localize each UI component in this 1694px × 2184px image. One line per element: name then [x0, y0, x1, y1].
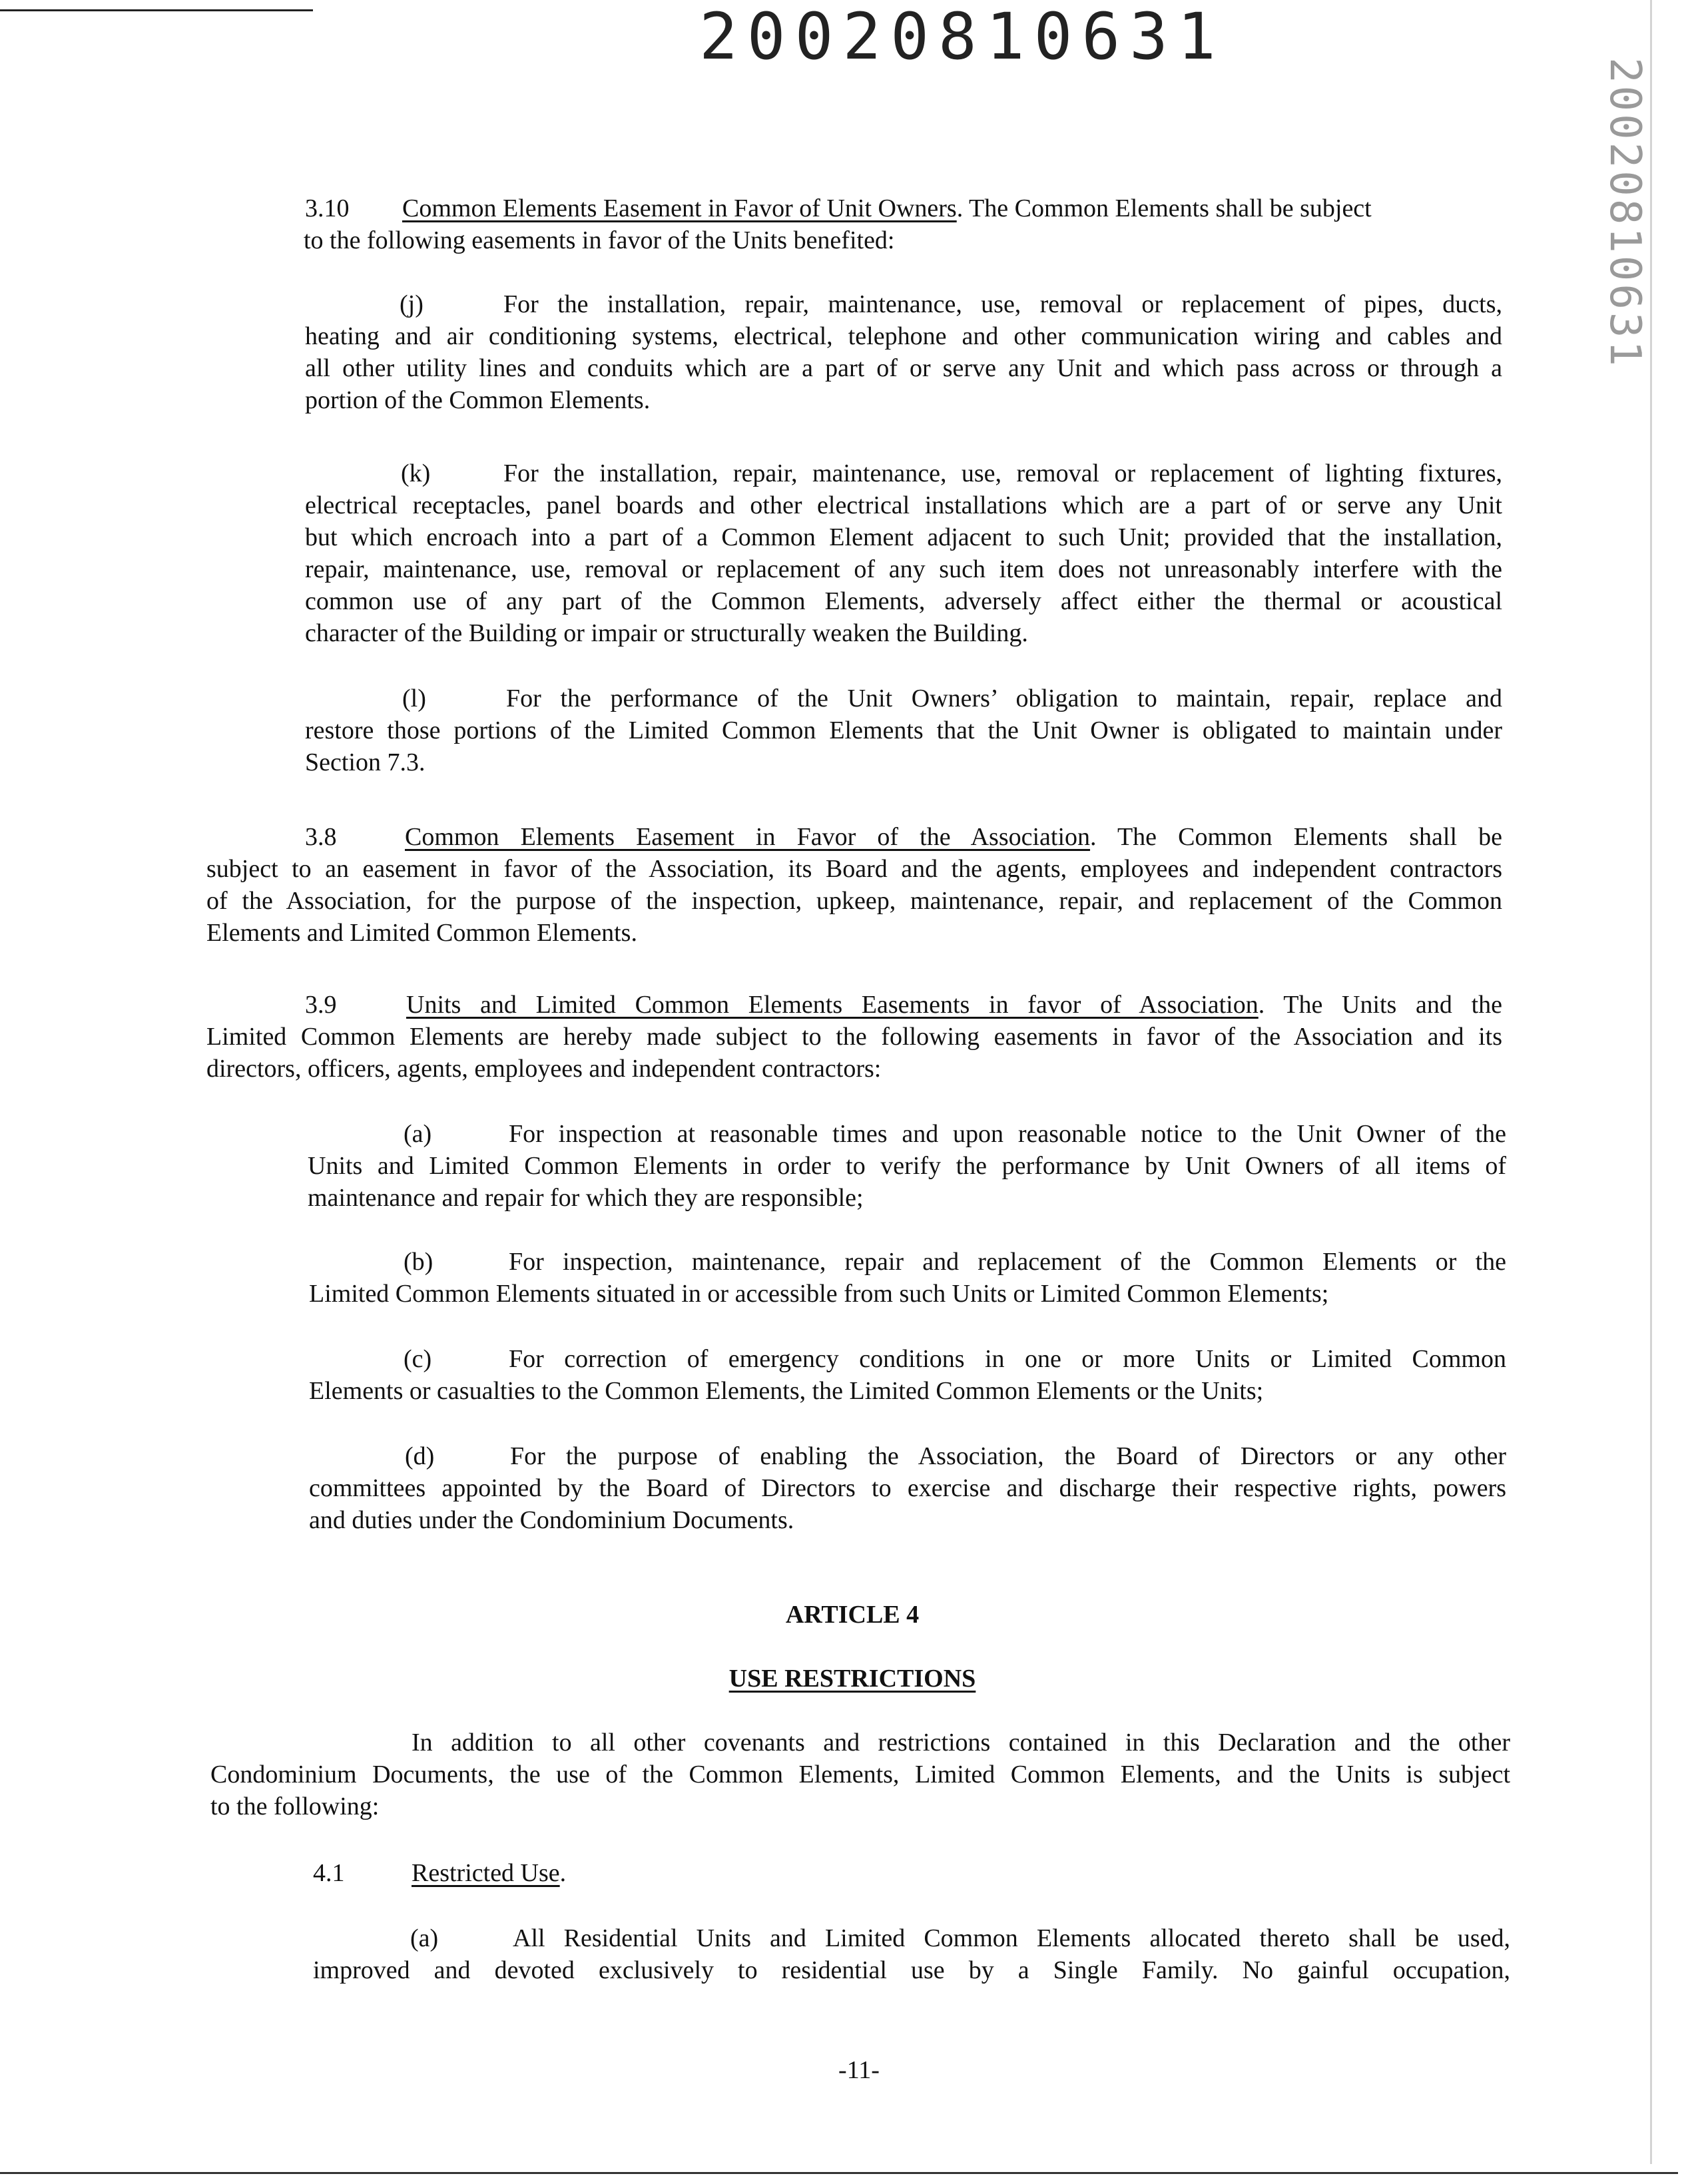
item-j-line: For the installation, repair, maintenance, use, removal or replacement of pipes, ducts, [503, 290, 1502, 318]
item-l-line: For the performance of the Unit Owners’ obligation to maintain, repair, replace and [506, 684, 1502, 712]
item-a-line: For inspection at reasonable times and upon reasonable notice to the Unit Owner of the [509, 1120, 1506, 1148]
item-j-label: (j) [400, 290, 424, 318]
section-3-10-text-tail: . The Common Elements shall be subject [956, 194, 1372, 222]
bottom-border-line [0, 2172, 1678, 2174]
item-k-line: character of the Building or impair or structurally weaken the Building. [305, 619, 1028, 647]
item-k-label: (k) [401, 459, 431, 487]
item-d-label: (d) [405, 1442, 435, 1470]
section-3-10-text-line: to the following easements in favor of the Units benefited: [304, 226, 895, 254]
section-3-9-line: Limited Common Elements are hereby made subject to the following easements in favor of the Association and its [206, 1023, 1502, 1051]
section-3-8-line: subject to an easement in favor of the Association, its Board and the agents, employees and independent contractors [206, 855, 1502, 883]
item-d-line: committees appointed by the Board of Directors to exercise and discharge their respective rights, powers [309, 1474, 1506, 1502]
item-l-line: Section 7.3. [305, 748, 425, 776]
item-l-line: restore those portions of the Limited Common Elements that the Unit Owner is obligated to maintain under [305, 716, 1502, 744]
section-3-9-text-tail: . The Units and the [1258, 991, 1503, 1019]
item-l-label: (l) [402, 684, 426, 712]
item-b-line: Limited Common Elements situated in or accessible from such Units or Limited Common Elements; [309, 1280, 1329, 1308]
item-a-label: (a) [404, 1120, 432, 1148]
item-c-line: For correction of emergency conditions in one or more Units or Limited Common [509, 1345, 1506, 1373]
item-a-line: Units and Limited Common Elements in order to verify the performance by Unit Owners of all items of [308, 1152, 1506, 1180]
item-d-line: For the purpose of enabling the Association, the Board of Directors or any other [510, 1442, 1506, 1470]
item-j-line: portion of the Common Elements. [305, 386, 651, 414]
section-3-10-title: Common Elements Easement in Favor of Unit Owners [402, 194, 957, 222]
section-3-8-text-tail: . The Common Elements shall be [1090, 823, 1502, 851]
item-j-line: all other utility lines and conduits which are a part of or serve any Unit and which pass across or through a [305, 354, 1502, 382]
article-4-intro-line: to the following: [210, 1792, 380, 1820]
item-k-line: repair, maintenance, use, removal or replacement of any such item does not unreasonably interfere with the [305, 555, 1502, 583]
item-b-label: (b) [404, 1248, 433, 1276]
item-c-label: (c) [404, 1345, 432, 1373]
section-4-1-heading [412, 1858, 566, 1888]
section-3-8-line: of the Association, for the purpose of the inspection, upkeep, maintenance, repair, and replacement of the Common [206, 887, 1502, 915]
item-k-line: common use of any part of the Common Elements, adversely affect either the thermal or acoustical [305, 587, 1502, 615]
section-4-1-title-tail: . [559, 1859, 567, 1887]
section-3-8-number: 3.8 [305, 823, 337, 851]
item-j-line: heating and air conditioning systems, electrical, telephone and other communication wiring and cables and [305, 322, 1502, 350]
article-4-intro-line: In addition to all other covenants and restrictions contained in this Declaration and the other [412, 1729, 1510, 1757]
item-k-line: electrical receptacles, panel boards and other electrical installations which are a part of or serve any Unit [305, 491, 1502, 519]
item-4-1-a-line: All Residential Units and Limited Common Elements allocated thereto shall be used, [513, 1924, 1510, 1952]
section-3-9-heading [406, 989, 1502, 1020]
top-border-line [0, 9, 313, 11]
article-heading: ARTICLE 4 [785, 1601, 920, 1629]
section-3-9-line: directors, officers, agents, employees and independent contractors: [206, 1055, 882, 1083]
item-k-line: For the installation, repair, maintenance, use, removal or replacement of lighting fixtures, [503, 459, 1502, 487]
section-3-9-number: 3.9 [305, 991, 337, 1019]
item-k-line: but which encroach into a part of a Common Element adjacent to such Unit; provided that the installation, [305, 523, 1502, 551]
article-subheading-text: USE RESTRICTIONS [728, 1665, 976, 1693]
item-4-1-a-line: improved and devoted exclusively to residential use by a Single Family. No gainful occupation, [313, 1956, 1510, 1984]
side-stamp-text: 20020810631 [1600, 57, 1649, 369]
section-3-10-heading [402, 193, 1372, 224]
section-3-9-title: Units and Limited Common Elements Easements in favor of Association [406, 991, 1259, 1019]
page-number: -11- [838, 2056, 880, 2084]
section-3-8-heading [405, 822, 1502, 852]
item-a-line: maintenance and repair for which they are responsible; [308, 1184, 864, 1212]
item-b-line: For inspection, maintenance, repair and replacement of the Common Elements or the [509, 1248, 1506, 1276]
section-4-1-number: 4.1 [313, 1859, 345, 1887]
item-d-line: and duties under the Condominium Documents. [309, 1506, 794, 1534]
item-c-line: Elements or casualties to the Common Elements, the Limited Common Elements or the Units; [309, 1377, 1264, 1405]
section-3-8-title: Common Elements Easement in Favor of the Association [405, 823, 1091, 851]
article-4-intro-line: Condominium Documents, the use of the Common Elements, Limited Common Elements, and the Units is subject [210, 1761, 1510, 1788]
document-number: 20020810631 [699, 0, 1225, 74]
section-4-1-title: Restricted Use [412, 1859, 560, 1887]
section-3-10-number: 3.10 [305, 194, 350, 222]
item-4-1-a-label: (a) [410, 1924, 439, 1952]
side-stamp [1571, 57, 1678, 369]
section-3-8-line: Elements and Limited Common Elements. [206, 919, 637, 947]
article-subheading [666, 1663, 1039, 1694]
